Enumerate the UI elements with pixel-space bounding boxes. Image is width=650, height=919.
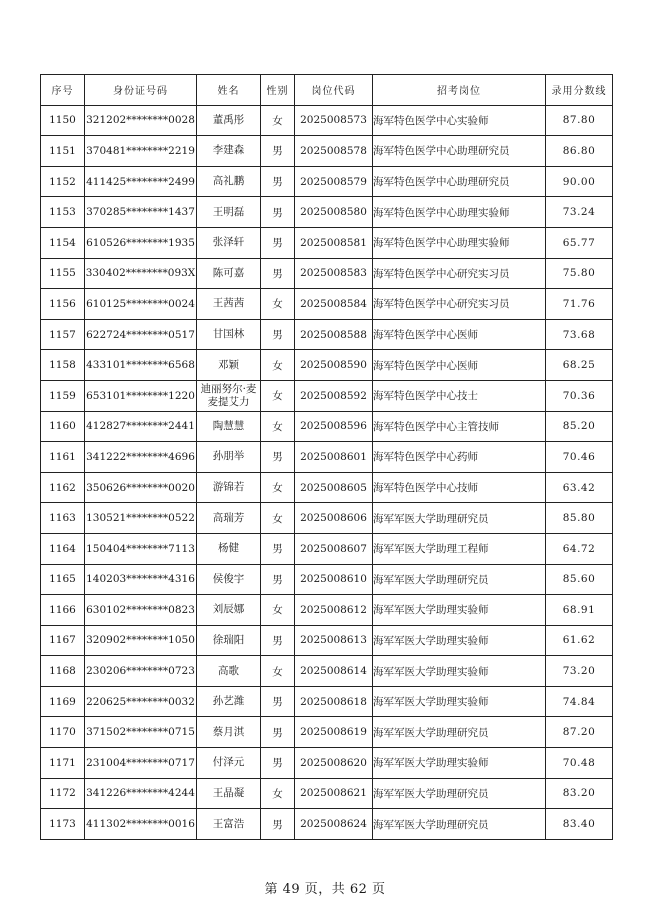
cell-gender: 男 (261, 717, 295, 748)
cell-score: 73.68 (546, 319, 613, 350)
cell-gender: 男 (261, 442, 295, 473)
cell-score: 71.76 (546, 289, 613, 320)
table-row (41, 503, 613, 534)
cell-name: 陈可嘉 (197, 258, 261, 289)
cell-name: 孙艺潍 (197, 686, 261, 717)
cell-post: 海军特色医学中心助理实验师 (373, 197, 546, 228)
table-row (41, 472, 613, 503)
cell-id-number: 130521********0522 (85, 503, 197, 534)
cell-name: 王明磊 (197, 197, 261, 228)
cell-seq: 1162 (41, 472, 85, 503)
cell-post-code: 2025008620 (295, 748, 373, 779)
table-row (41, 197, 613, 228)
cell-post-code: 2025008590 (295, 350, 373, 381)
cell-id-number: 231004********0717 (85, 748, 197, 779)
header-post-code: 岗位代码 (295, 75, 373, 106)
cell-name: 侯俊宇 (197, 564, 261, 595)
cell-score: 85.80 (546, 503, 613, 534)
cell-name: 游锦若 (197, 472, 261, 503)
cell-id-number: 220625********0032 (85, 686, 197, 717)
cell-seq: 1156 (41, 289, 85, 320)
cell-seq: 1155 (41, 258, 85, 289)
cell-post-code: 2025008580 (295, 197, 373, 228)
cell-id-number: 622724********0517 (85, 319, 197, 350)
cell-post: 海军特色医学中心研究实习员 (373, 258, 546, 289)
cell-post: 海军军医大学助理研究员 (373, 503, 546, 534)
cell-seq: 1170 (41, 717, 85, 748)
cell-id-number: 630102********0823 (85, 595, 197, 626)
cell-seq: 1168 (41, 656, 85, 687)
cell-gender: 男 (261, 166, 295, 197)
cell-post: 海军特色医学中心技士 (373, 380, 546, 411)
cell-id-number: 411425********2499 (85, 166, 197, 197)
cell-gender: 女 (261, 778, 295, 809)
cell-post: 海军军医大学助理实验师 (373, 656, 546, 687)
cell-post: 海军军医大学助理研究员 (373, 717, 546, 748)
cell-score: 75.80 (546, 258, 613, 289)
cell-score: 65.77 (546, 227, 613, 258)
cell-name: 李建森 (197, 136, 261, 167)
cell-name: 徐瑞阳 (197, 625, 261, 656)
cell-seq: 1158 (41, 350, 85, 381)
cell-id-number: 341222********4696 (85, 442, 197, 473)
cell-post-code: 2025008607 (295, 533, 373, 564)
cell-post: 海军特色医学中心助理研究员 (373, 166, 546, 197)
cell-seq: 1173 (41, 809, 85, 840)
cell-post: 海军军医大学助理实验师 (373, 625, 546, 656)
table-row (41, 533, 613, 564)
cell-seq: 1165 (41, 564, 85, 595)
results-table (40, 74, 613, 840)
cell-post-code: 2025008624 (295, 809, 373, 840)
cell-seq: 1161 (41, 442, 85, 473)
header-score: 录用分数线 (546, 75, 613, 106)
cell-id-number: 370285********1437 (85, 197, 197, 228)
cell-score: 68.25 (546, 350, 613, 381)
page-footer: 第 49 页，共 62 页 (264, 882, 386, 897)
cell-name: 蔡月淇 (197, 717, 261, 748)
cell-gender: 男 (261, 258, 295, 289)
cell-post: 海军特色医学中心主管技师 (373, 411, 546, 442)
table-row (41, 625, 613, 656)
header-seq: 序号 (41, 75, 85, 106)
cell-post-code: 2025008573 (295, 105, 373, 136)
table-row (41, 319, 613, 350)
cell-score: 90.00 (546, 166, 613, 197)
cell-post: 海军特色医学中心技师 (373, 472, 546, 503)
table-row (41, 656, 613, 687)
cell-gender: 女 (261, 105, 295, 136)
cell-gender: 女 (261, 350, 295, 381)
cell-post-code: 2025008621 (295, 778, 373, 809)
table-row (41, 595, 613, 626)
cell-post: 海军特色医学中心药师 (373, 442, 546, 473)
cell-id-number: 370481********2219 (85, 136, 197, 167)
cell-name: 董禹彤 (197, 105, 261, 136)
cell-post-code: 2025008610 (295, 564, 373, 595)
cell-id-number: 230206********0723 (85, 656, 197, 687)
cell-score: 68.91 (546, 595, 613, 626)
cell-seq: 1166 (41, 595, 85, 626)
cell-id-number: 320902********1050 (85, 625, 197, 656)
cell-gender: 男 (261, 227, 295, 258)
header-post: 招考岗位 (373, 75, 546, 106)
cell-score: 61.62 (546, 625, 613, 656)
table-row (41, 809, 613, 840)
cell-gender: 男 (261, 748, 295, 779)
cell-seq: 1171 (41, 748, 85, 779)
cell-post-code: 2025008581 (295, 227, 373, 258)
cell-post-code: 2025008619 (295, 717, 373, 748)
cell-gender: 男 (261, 809, 295, 840)
table-row (41, 258, 613, 289)
cell-score: 70.48 (546, 748, 613, 779)
cell-seq: 1157 (41, 319, 85, 350)
cell-seq: 1172 (41, 778, 85, 809)
cell-gender: 男 (261, 533, 295, 564)
cell-post: 海军军医大学助理研究员 (373, 778, 546, 809)
cell-post-code: 2025008605 (295, 472, 373, 503)
cell-gender: 女 (261, 411, 295, 442)
cell-gender: 男 (261, 564, 295, 595)
cell-post-code: 2025008618 (295, 686, 373, 717)
table-row (41, 564, 613, 595)
cell-name: 邓颖 (197, 350, 261, 381)
cell-gender: 男 (261, 319, 295, 350)
cell-post-code: 2025008612 (295, 595, 373, 626)
cell-id-number: 150404********7113 (85, 533, 197, 564)
cell-id-number: 330402********093X (85, 258, 197, 289)
cell-post: 海军军医大学助理实验师 (373, 595, 546, 626)
cell-id-number: 140203********4316 (85, 564, 197, 595)
cell-score: 73.20 (546, 656, 613, 687)
cell-seq: 1167 (41, 625, 85, 656)
table-row (41, 166, 613, 197)
cell-seq: 1169 (41, 686, 85, 717)
cell-seq: 1163 (41, 503, 85, 534)
table-row (41, 748, 613, 779)
table-row (41, 442, 613, 473)
cell-id-number: 610526********1935 (85, 227, 197, 258)
cell-seq: 1153 (41, 197, 85, 228)
cell-post: 海军特色医学中心助理研究员 (373, 136, 546, 167)
cell-name: 杨健 (197, 533, 261, 564)
cell-gender: 女 (261, 472, 295, 503)
cell-post-code: 2025008606 (295, 503, 373, 534)
cell-name: 高礼鹏 (197, 166, 261, 197)
cell-name: 高歌 (197, 656, 261, 687)
cell-post: 海军特色医学中心研究实习员 (373, 289, 546, 320)
cell-name: 王富浩 (197, 809, 261, 840)
cell-name: 张泽轩 (197, 227, 261, 258)
cell-id-number: 610125********0024 (85, 289, 197, 320)
cell-id-number: 350626********0020 (85, 472, 197, 503)
cell-gender: 男 (261, 136, 295, 167)
cell-post: 海军军医大学助理研究员 (373, 809, 546, 840)
cell-score: 64.72 (546, 533, 613, 564)
table-row (41, 686, 613, 717)
cell-seq: 1150 (41, 105, 85, 136)
header-id-number: 身份证号码 (85, 75, 197, 106)
table-row (41, 289, 613, 320)
cell-id-number: 411302********0016 (85, 809, 197, 840)
cell-id-number: 433101********6568 (85, 350, 197, 381)
cell-score: 73.24 (546, 197, 613, 228)
cell-score: 83.40 (546, 809, 613, 840)
cell-seq: 1151 (41, 136, 85, 167)
cell-post: 海军军医大学助理工程师 (373, 533, 546, 564)
cell-post-code: 2025008584 (295, 289, 373, 320)
cell-id-number: 321202********0028 (85, 105, 197, 136)
cell-name: 刘辰娜 (197, 595, 261, 626)
cell-gender: 女 (261, 595, 295, 626)
cell-id-number: 412827********2441 (85, 411, 197, 442)
cell-score: 74.84 (546, 686, 613, 717)
cell-score: 63.42 (546, 472, 613, 503)
table-row (41, 380, 613, 411)
cell-post-code: 2025008583 (295, 258, 373, 289)
cell-post-code: 2025008578 (295, 136, 373, 167)
cell-name: 王晶凝 (197, 778, 261, 809)
cell-name: 陶慧慧 (197, 411, 261, 442)
header-name: 姓名 (197, 75, 261, 106)
table-row (41, 717, 613, 748)
table-row (41, 227, 613, 258)
table-header-row (41, 75, 613, 106)
cell-score: 86.80 (546, 136, 613, 167)
cell-score: 85.60 (546, 564, 613, 595)
cell-score: 87.20 (546, 717, 613, 748)
cell-post: 海军特色医学中心医师 (373, 319, 546, 350)
cell-post-code: 2025008601 (295, 442, 373, 473)
header-gender: 性别 (261, 75, 295, 106)
cell-post-code: 2025008592 (295, 380, 373, 411)
cell-id-number: 653101********1220 (85, 380, 197, 411)
cell-name: 甘国林 (197, 319, 261, 350)
cell-name: 迪丽努尔·麦麦提艾力 (197, 380, 261, 411)
cell-seq: 1160 (41, 411, 85, 442)
cell-post: 海军特色医学中心医师 (373, 350, 546, 381)
cell-name: 付泽元 (197, 748, 261, 779)
cell-name: 高瑞芳 (197, 503, 261, 534)
cell-post: 海军特色医学中心助理实验师 (373, 227, 546, 258)
cell-name: 孙朋举 (197, 442, 261, 473)
table-row (41, 778, 613, 809)
cell-gender: 女 (261, 289, 295, 320)
cell-gender: 女 (261, 503, 295, 534)
cell-seq: 1154 (41, 227, 85, 258)
table-row (41, 411, 613, 442)
cell-seq: 1152 (41, 166, 85, 197)
cell-post-code: 2025008596 (295, 411, 373, 442)
cell-post: 海军军医大学助理实验师 (373, 748, 546, 779)
cell-post-code: 2025008579 (295, 166, 373, 197)
cell-gender: 男 (261, 625, 295, 656)
cell-gender: 男 (261, 686, 295, 717)
cell-gender: 女 (261, 656, 295, 687)
cell-post: 海军特色医学中心实验师 (373, 105, 546, 136)
cell-gender: 女 (261, 380, 295, 411)
table-row (41, 136, 613, 167)
cell-score: 85.20 (546, 411, 613, 442)
cell-post-code: 2025008614 (295, 656, 373, 687)
cell-seq: 1164 (41, 533, 85, 564)
cell-name: 王茜茜 (197, 289, 261, 320)
cell-seq: 1159 (41, 380, 85, 411)
cell-score: 87.80 (546, 105, 613, 136)
table-row (41, 350, 613, 381)
cell-id-number: 341226********4244 (85, 778, 197, 809)
cell-gender: 男 (261, 197, 295, 228)
cell-id-number: 371502********0715 (85, 717, 197, 748)
cell-post: 海军军医大学助理研究员 (373, 564, 546, 595)
cell-score: 70.36 (546, 380, 613, 411)
table-row (41, 105, 613, 136)
cell-post-code: 2025008588 (295, 319, 373, 350)
cell-post-code: 2025008613 (295, 625, 373, 656)
cell-post: 海军军医大学助理实验师 (373, 686, 546, 717)
cell-score: 70.46 (546, 442, 613, 473)
cell-score: 83.20 (546, 778, 613, 809)
